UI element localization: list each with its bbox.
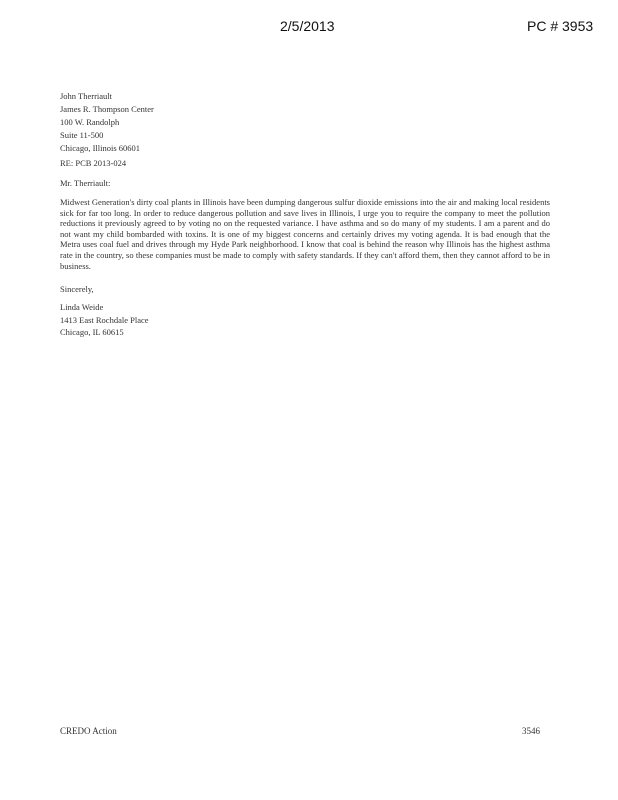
letter-body: Midwest Generation's dirty coal plants in Illinois have been dumping dangerous sulfur dioxide emissions into the air and making local residents sick for far too long. In order to reduce dangerous pollution and save lives in Illinois, I urge you to require the company to meet the pollution reductions it previously agreed to by voting no on the requested variance. I have asthma and so do many of my students. I am a parent and do not want my child bombarded with toxins. It is one of my biggest concerns and certainly drives my voting agenda. It is bad enough that the Metra uses coal fuel and drives through my Hyde Park neighborhood. I know that coal is behind the reason why Illinois has the highest asthma rate in the country, so these companies must be made to comply with safety standards. If they can't afford them, then they cannot afford to be in business.	[60, 197, 550, 271]
header-pc-number: PC # 3953	[527, 18, 594, 34]
reference-line: RE: PCB 2013-024	[60, 158, 127, 168]
recipient-suite: Suite 11-500	[60, 130, 104, 140]
closing: Sincerely,	[60, 284, 94, 294]
recipient-city: Chicago, Illinois 60601	[60, 143, 141, 153]
recipient-address	[60, 90, 550, 155]
sender-street: 1413 East Rochdale Place	[60, 314, 149, 325]
recipient-building: James R. Thompson Center	[60, 104, 154, 114]
recipient-street: 100 W. Randolph	[60, 117, 120, 127]
header-date: 2/5/2013	[280, 18, 335, 34]
sender-block	[60, 301, 550, 339]
sender-name: Linda Weide	[60, 302, 104, 312]
recipient-name: John Therriault	[60, 91, 113, 101]
sender-city: Chicago, IL 60615	[60, 327, 124, 337]
salutation: Mr. Therriault:	[60, 178, 111, 188]
footer-organization: CREDO Action	[60, 726, 117, 736]
footer-page-number: 3546	[522, 726, 540, 736]
